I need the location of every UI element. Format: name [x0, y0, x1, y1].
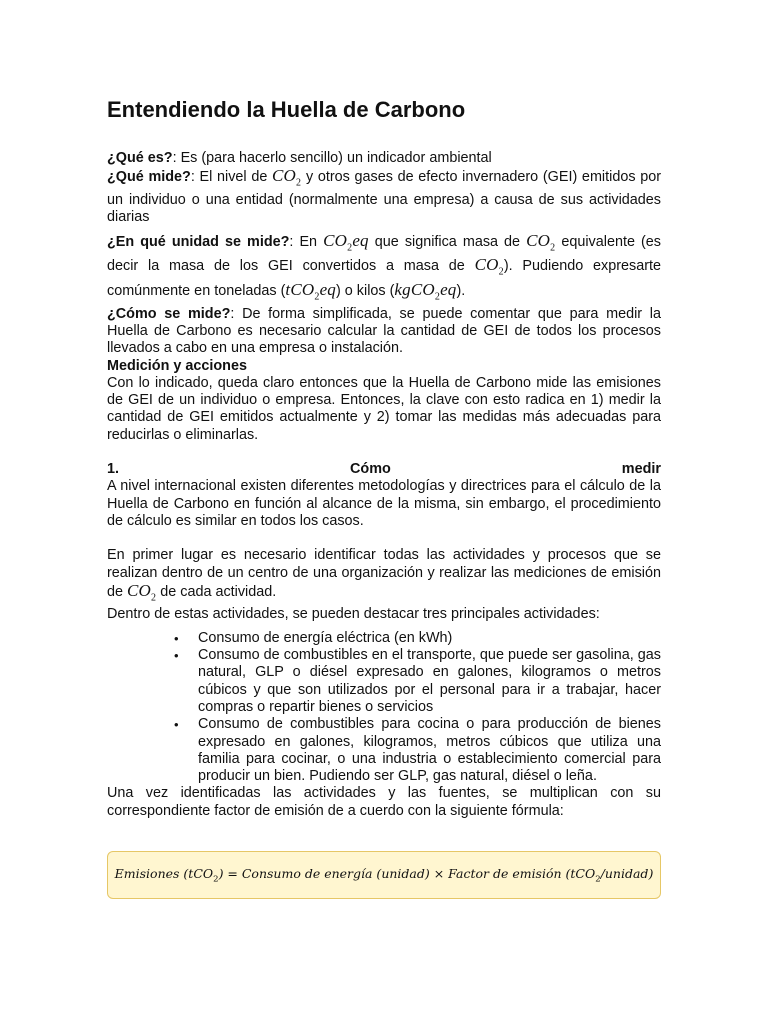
como-se-mide-text: : De forma simplificada, se puede comentar que para medir la Huella de Carbono es necesario calcular la cantidad de GEI de todos los procesos llevados a cabo en una empresa o instalación.	[107, 305, 661, 357]
que-es-text: : Es (para hacerlo sencillo) un indicador ambiental	[172, 150, 492, 166]
kgco2eq-formula	[394, 279, 457, 303]
unidad-text-5: ) o kilos (	[336, 282, 395, 299]
co2eq-sub: 2	[347, 241, 353, 253]
co2-subscript: 2	[296, 177, 302, 189]
como-se-mide-paragraph	[107, 306, 661, 358]
co2-formula-4	[127, 580, 157, 604]
tco2eq-formula	[285, 279, 337, 303]
list-item: • Consumo de combustibles en el transporte, que puede ser gasolina, gas natural, GLP o diésel expresado en galones, kilogramos o metros cúbicos y que son utilizados por el personal para ir a trabajar, hacer compras o repartir bienes o servicios	[198, 647, 661, 716]
unidad-paragraph	[107, 232, 661, 306]
kgco2eq-kgco: kgCO	[394, 279, 435, 299]
co2-subscript-3: 2	[498, 266, 504, 278]
unidad-text: : En	[289, 233, 324, 250]
co2-text-3: CO	[474, 255, 499, 275]
co2eq-formula	[323, 230, 369, 253]
tco2eq-tco: tCO	[285, 279, 315, 299]
co2-formula-2	[526, 230, 556, 253]
tco2eq-sub: 2	[314, 291, 320, 303]
section-1-paragraph-3: Dentro de estas actividades, se pueden destacar tres principales actividades:	[107, 606, 600, 623]
section-1-heading	[107, 461, 661, 478]
unidad-text-2: que significa masa de	[368, 233, 527, 250]
co2-text-2: CO	[526, 230, 551, 250]
co2eq-co: CO	[323, 230, 348, 250]
section-1-word-1: Cómo	[350, 461, 391, 478]
section-1-number: 1.	[107, 461, 120, 478]
list-item: • Consumo de combustibles para cocina o para producción de bienes expresado en galones, kilogramos, metros cúbicos que utiliza una familia para cocinar, o una industria o establecimiento comercial para producir un bien. Pudiendo ser GLP, gas natural, diésel o leña.	[198, 716, 661, 785]
section-1-paragraph-2	[107, 547, 661, 606]
spacer	[107, 444, 661, 461]
co2-text: CO	[272, 166, 297, 186]
que-mide-paragraph	[107, 167, 661, 226]
section-1-paragraph-2-end: de cada actividad.	[156, 583, 277, 600]
activities-list	[107, 630, 661, 786]
document-body	[107, 96, 661, 820]
closing-paragraph: Una vez identificadas las actividades y las fuentes, se multiplican con su correspondiente factor de emisión de a cuerdo con la siguiente fórmula:	[107, 785, 661, 819]
medicion-label: Medición y acciones	[107, 357, 247, 374]
que-mide-label: ¿Qué mide?	[107, 169, 191, 186]
co2-formula-3	[474, 255, 504, 278]
section-1-word-2: medir	[621, 461, 661, 478]
kgco2eq-eq: eq	[440, 279, 457, 299]
medicion-heading	[107, 358, 661, 375]
unidad-text-6: ).	[456, 282, 466, 299]
que-es-paragraph	[107, 150, 661, 167]
que-mide-text: : El nivel de	[190, 169, 273, 186]
formula-sub-1: 2	[213, 874, 219, 885]
co2-formula	[272, 166, 302, 189]
kgco2eq-sub: 2	[434, 291, 441, 303]
como-se-mide-label: ¿Cómo se mide?	[107, 305, 231, 322]
page-title: Entendiendo la Huella de Carbono	[107, 97, 466, 122]
emissions-formula-box	[107, 851, 661, 899]
formula-lhs: Emisiones (tCO	[114, 865, 214, 881]
co2eq-eq: eq	[352, 230, 369, 250]
tco2eq-eq: eq	[319, 279, 337, 299]
formula-sub-2: 2	[595, 874, 601, 885]
medicion-paragraph: Con lo indicado, queda claro entonces que la Huella de Carbono mide las emisiones de GEI de un individuo o empresa. Entonces, la clave con esto radica en 1) medir la cantidad de GEI emitidos actualmente y 2) tomar las medidas más adecuadas para reducirlas o eliminarlas.	[107, 374, 661, 443]
co2-subscript-2: 2	[550, 241, 556, 253]
que-es-label: ¿Qué es?	[107, 150, 173, 166]
spacer	[107, 530, 661, 547]
formula-middle: ) = Consumo de energía (unidad) × Factor de emisión (tCO	[218, 865, 596, 881]
unidad-text-3: equivalente (es decir la masa de los GEI convertidos a masa de	[107, 233, 661, 275]
list-item: • Consumo de energía eléctrica (en kWh)	[198, 630, 661, 647]
section-1-paragraph-1: A nivel internacional existen diferentes metodologías y directrices para el cálculo de la Huella de Carbono en función al alcance de la misma, sin embargo, el procedimiento de cálculo es similar en todos los casos.	[107, 478, 661, 529]
co2-subscript-4: 2	[151, 592, 157, 604]
que-mide-text-end: y otros gases de efecto invernadero (GEI) emitidos por un individuo o una entidad (normalmente una empresa) a causa de sus actividades diarias	[107, 169, 662, 226]
emissions-formula	[115, 866, 654, 885]
unidad-text-4: ). Pudiendo expresarte comúnmente en toneladas (	[107, 258, 662, 299]
section-1-paragraph-2-text: En primer lugar es necesario identificar todas las actividades y procesos que se realizan dentro de un centro de una organización y realizar las mediciones de emisión de	[107, 547, 661, 600]
co2-text-4: CO	[127, 580, 152, 600]
formula-tail: /unidad)	[600, 865, 654, 881]
unidad-label: ¿En qué unidad se mide?	[107, 233, 290, 250]
